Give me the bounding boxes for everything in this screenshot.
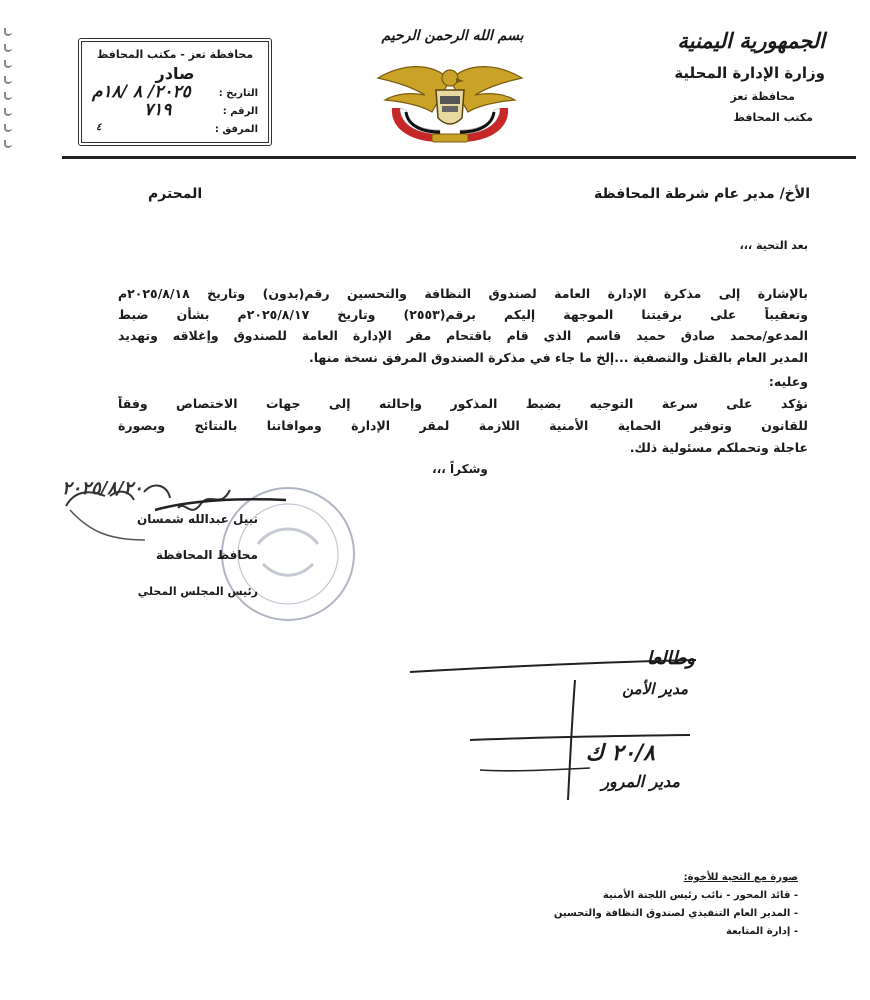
header-divider bbox=[62, 156, 856, 159]
annotation-line: ٢٠/٨ ك bbox=[585, 740, 655, 766]
stamp-attachments-value: ٤ bbox=[96, 122, 102, 133]
directive-line: عاجلة وتحملكم مسئولية ذلك. bbox=[629, 440, 808, 455]
annotation-line: مدير الأمن bbox=[622, 680, 688, 698]
stamp-status: صادر bbox=[155, 64, 195, 83]
body-line: وتعقيباً على برقيتنا الموجهة إليكم برقم(٢٥٥٣) وتاريخ ٢٠٢٥/٨/١٧م بشأن ضبط bbox=[118, 307, 808, 322]
annotation-line: وطالعا bbox=[646, 648, 695, 669]
body-line: المدعو/محمد صادق حميد قاسم الذي قام باقتحام مقر الإدارة العامة للصندوق وإغلاقه وتهديد bbox=[118, 328, 808, 343]
office-name: مكتب المحافظ bbox=[733, 111, 813, 124]
cc-item: - المدير العام التنفيذي لصندوق النظافة والتحسين bbox=[553, 908, 798, 919]
republic-title: الجمهورية اليمنية bbox=[677, 28, 825, 53]
cc-item: - إدارة المتابعة bbox=[726, 926, 798, 937]
stamp-date-label: التاريخ : bbox=[218, 88, 258, 99]
handwritten-date: ٢٠٢٥/٨/٢٠ bbox=[62, 478, 143, 499]
signatory-name: نبيل عبدالله شمسان bbox=[137, 512, 258, 526]
ministry-name: وزارة الإدارة المحلية bbox=[674, 64, 825, 82]
signatory-title: محافظ المحافظة bbox=[155, 548, 258, 562]
annotation-line: مدير المرور bbox=[601, 772, 680, 791]
closing-thanks: وشكراً ،،، bbox=[432, 462, 488, 476]
cc-item: - قائد المحور - نائب رئيس اللجنة الأمنية bbox=[602, 890, 798, 901]
greeting: بعد التحية ،،، bbox=[739, 239, 808, 252]
outgoing-stamp bbox=[78, 38, 272, 146]
cc-heading: صورة مع التحية للأخوة: bbox=[683, 872, 798, 883]
stamp-number-label: الرقم : bbox=[222, 106, 258, 117]
addressee-line: الأخ/ مدير عام شرطة المحافظة bbox=[594, 186, 810, 202]
therefore-heading: وعليه: bbox=[768, 374, 808, 389]
body-line: بالإشارة إلى مذكرة الإدارة العامة لصندوق النظافة والتحسين رقم(بدون) وتاريخ ٢٠٢٥/٨/١٨م bbox=[118, 286, 808, 301]
eagle-emblem-icon bbox=[370, 50, 530, 150]
letterhead-right bbox=[605, 28, 825, 124]
governorate-name: محافظة تعز bbox=[730, 90, 795, 103]
body-line: المدير العام بالقتل والتصفية ...إلخ ما جاء في مذكرة الصندوق المرفق نسخة منها. bbox=[308, 350, 808, 365]
stamp-date-value: ٢٠٢٥/ ٨ /١٨م bbox=[92, 82, 191, 102]
stamp-attachments-label: المرفق : bbox=[214, 124, 258, 135]
basmala: بسم الله الرحمن الرحيم bbox=[381, 28, 524, 44]
directive-line: للقانون وتوفير الحماية الأمنية اللازمة لمقر الإدارة وموافاتنا بالنتائج وبصورة bbox=[118, 418, 808, 433]
scan-edge-marks bbox=[0, 20, 14, 180]
stamp-number-value: ٧١٩ bbox=[144, 100, 172, 120]
signatory-council: رئيس المجلس المحلي bbox=[137, 585, 258, 598]
directive-line: نؤكد على سرعة التوجيه بضبط المذكور وإحالته إلى جهات الاختصاص وفقاً bbox=[118, 396, 808, 411]
stamp-title: محافظة تعز - مكتب المحافظ bbox=[96, 48, 254, 61]
respected-salutation: المحترم bbox=[148, 186, 203, 202]
